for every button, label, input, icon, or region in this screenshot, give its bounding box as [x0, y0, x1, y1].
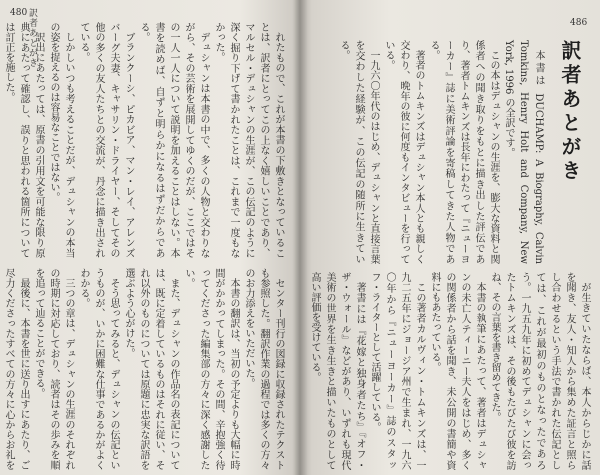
paragraph: 本書の執筆にあたって、著者はデュシャンの未亡人ティーニー夫人をはじめ、多くの関係者から話を聞き、未公開の書簡や資料にもあたっている。	[429, 272, 485, 470]
running-head: 訳者あとがき	[27, 8, 37, 68]
paragraph: 最後に、本書を世に送り出すにあたり、ご尽力くださったすべての方々に心からお礼を	[3, 268, 29, 470]
paragraph: ブランクーシ、ピカビア、マン・レイ、アレンズバーグ夫妻、キャサリン・ドライヤー、そしてその他の多くの友人たちとの交流が、丹念に描き出されている。	[78, 22, 134, 258]
chapter-heading: 訳者あとがき	[558, 40, 582, 184]
paragraph: が生きていたならば、本人からじかに話を聞き、友人・知人から集めた証言と照らし合わせるという手法で書かれた伝記としては、これが最初のものとなったであろう。一九五九年に初めてデュシャンに会ったトムキンズは、その後もたびたび彼を訪ね、その言葉を書き留めてきた。	[489, 272, 590, 470]
paragraph: 著者のトムキンズはデュシャン本人とも親しく交わり、晩年の彼に何度もインタビューを行っている。	[383, 40, 424, 264]
paragraph: この本はデュシャンの生涯を、膨大な資料と関係者への聞き取りをもとに描き出した評伝であり、著者トムキンズは長年にわたって『ニューヨーカー』誌に美術評論を寄稿してきた人物である。	[428, 40, 499, 264]
paragraph: また、デュシャンの作品名の表記については、既に定着しているものはそれに従い、それ以外のものについては原題に忠実な訳語を選ぶよう心がけた。	[123, 268, 179, 470]
paragraph: デュシャンは本書の中で、多くの人物と交わりながら、その芸術を展開してゆくのだが、ここではその一人一人について説明を加えることはしない。本書を読めば、自ずと明らかになるはずだからである。	[138, 22, 209, 258]
right-lower-text	[309, 272, 592, 470]
paragraph: れたもので、これが本書の下敷きとなっていることは、訳者にとってこの上なく嬉しいことであり、マルセル・デュシャンの生涯が、この伝記のように深く掘り下げて書かれたことは、これまで一度もなかった。	[213, 22, 284, 258]
right-upper-text	[322, 40, 546, 264]
paragraph: この著者カルヴィン・トムキンズは、一九二五年にジョージア州で生まれ、一九六〇年から『ニューヨーカー』誌のスタッフ・ライターとして活躍している。	[369, 272, 425, 470]
right-page	[304, 0, 600, 475]
left-page	[0, 0, 296, 475]
paragraph: 著書には『花嫁と独身者たち』『オフ・ザ・ウォール』などがあり、いずれも現代美術の世界を生き生きと描いたものとして高い評価を受けている。	[309, 272, 365, 470]
paragraph: 一九六〇年代のはじめ、デュシャンと直接言葉を交わした経験が、この伝記の随所に生きている。	[338, 40, 379, 264]
paragraph: しかしいつも考えることだが、デュシャンの本当の姿を捉えるのは容易なことではない。	[48, 22, 74, 258]
paragraph: 三つの章は、デュシャンの生涯のそれぞれの時期に対応しており、読者はその歩みを順を追って辿ることができる。	[33, 268, 74, 470]
page-number-left: 480	[10, 8, 28, 18]
paragraph: そう思ってみると、デュシャンの伝記というものが、いかに困難な仕事であるかがよくわかる。	[78, 268, 119, 470]
paragraph: 本書の翻訳は、当初の予定よりも大幅に時間がかかってしまった。その間、辛抱強く待ってくださった編集部の方々に深く感謝したい。	[183, 268, 239, 470]
left-lower-text	[3, 268, 286, 470]
paragraph: センター刊行の図録に収録されたテクストも参照した。翻訳作業の過程では多くの方々のお力添えをいただいた。	[243, 268, 284, 470]
left-upper-text	[3, 22, 286, 258]
paragraph: 訳出にあたっては、原書の引用文を可能な限り原典にあたって確認し、誤りと思われる箇所については訂正を施した。	[3, 22, 44, 258]
paragraph: 本書は DUCHAMP: A Biography, Calvin Tomkins, Henry Holt and Company, New York, 1996 の全訳です。	[503, 40, 544, 264]
page-number-right: 486	[570, 18, 588, 28]
